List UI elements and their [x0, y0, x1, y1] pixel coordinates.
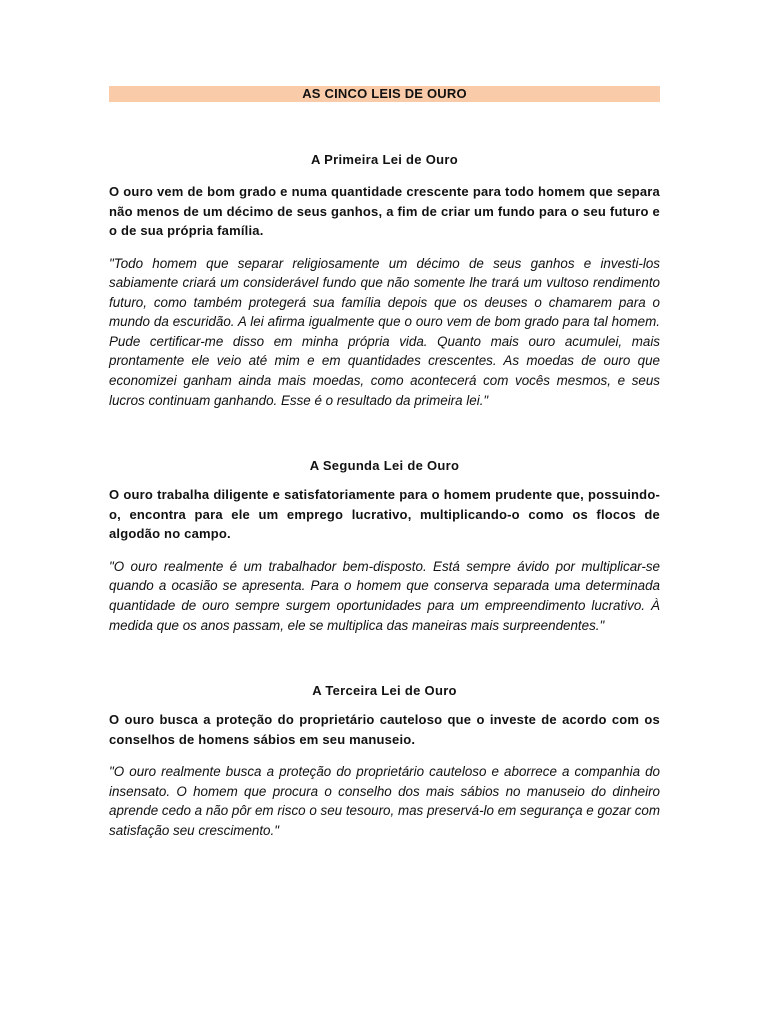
document-page [109, 86, 660, 841]
law-statement: O ouro busca a proteção do proprietário cauteloso que o investe de acordo com os conselhos de homens sábios em seu manuseio. [109, 712, 660, 747]
section-heading: A Primeira Lei de Ouro [311, 152, 458, 167]
section-heading: A Segunda Lei de Ouro [309, 458, 460, 474]
law-statement: O ouro vem de bom grado e numa quantidade crescente para todo homem que separa não menos de um décimo de seus ganhos, a fim de criar um fundo para o seu futuro e o de sua própria família. [109, 184, 660, 238]
law-statement: O ouro trabalha diligente e satisfatoriamente para o homem prudente que, possuindo-o, encontra para ele um emprego lucrativo, multiplicando-o como os flocos de algodão no campo. [109, 487, 660, 542]
law-quote: "O ouro realmente é um trabalhador bem-disposto. Está sempre ávido por multiplicar-se quando a ocasião se apresenta. Para o homem que conserva separada uma determinada quantidade de ouro sempre surgem oportunidades para um empreendimento lucrativo. À medida que os anos passam, ele se multiplica das maneiras mais surpreendentes." [109, 558, 660, 633]
law-quote: "Todo homem que separar religiosamente um décimo de seus ganhos e investi-los sabiamente criará um considerável fundo que não somente lhe trará um vultoso rendimento futuro, como também protegerá sua família depois que os deuses o chamarem para o mundo da escuridão. A lei afirma igualmente que o ouro vem de bom grado para tal homem. Pude certificar-me disso em minha própria vida. Quanto mais ouro acumulei, mais prontamente ele veio até mim e em quantidades crescentes. As moedas de ouro que economizei ganham ainda mais moedas, como acontecerá com vocês mesmos, e seus lucros continuam ganhando. Esse é o resultado da primeira lei." [109, 255, 660, 408]
section-first-law [109, 152, 660, 410]
document-title: AS CINCO LEIS DE OURO [109, 86, 660, 102]
section-third-law [109, 683, 660, 840]
law-quote: "O ouro realmente busca a proteção do proprietário cauteloso e aborrece a companhia do insensato. O homem que procura o conselho dos mais sábios no manuseio do dinheiro aprende cedo a não pôr em risco o seu tesouro, mas preservá-lo em segurança e gozar com satisfação seu crescimento." [109, 764, 660, 838]
section-second-law [109, 458, 660, 635]
section-heading: A Terceira Lei de Ouro [312, 683, 457, 699]
